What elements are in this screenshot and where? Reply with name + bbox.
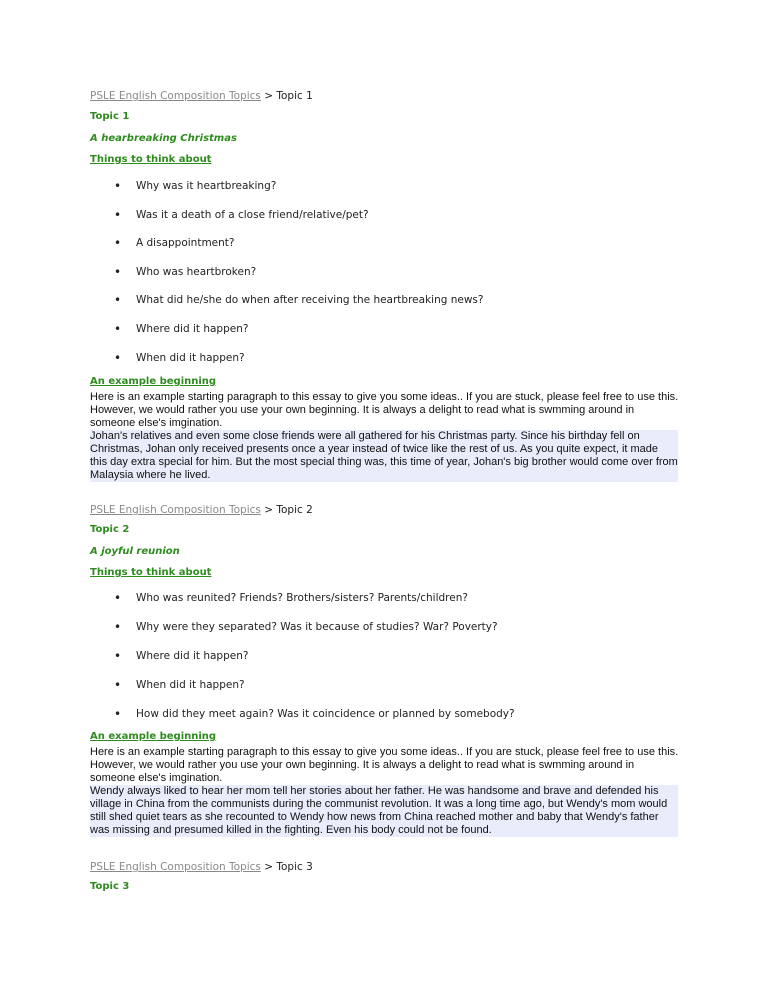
things-heading: Things to think about bbox=[90, 154, 212, 165]
intro-paragraph: Here is an example starting paragraph to this essay to give you some ideas.. If you are stuck, please feel free to use this. However, we would rather you use your own beginning. It is always a delight to read what is swmming around in someone else's imgination. bbox=[90, 391, 679, 429]
breadcrumb bbox=[90, 90, 313, 103]
example-heading: An example beginning bbox=[90, 376, 217, 387]
document-page: PSLE English Composition Topics > Topic 1 Topic 1 A hearbreaking Christmas Things to think about • Why was it heartbreaking? • Was it a death of a close friend/relative/pet? • A disappointment? • Who was heartbroken? • What did he/she do when after receiving the heartbreaking news? • Where did it happen? • When did it happen? An example beginning Here is an example starting paragraph to this essay to give you some ideas.. If you are stuck, please feel free to use this. However, we would rather you use your own beginning. It is always a delight to read what is swmming around in someone else's imgination. Johan's relatives and even some close friends were all gathered for his Christmas party. Since his birthday fell on Christmas, Johan only received presents once a year instead of twice like the rest of us. As you quite expect, it made this day extra special for him. But the most special thing was, this time of year, Johan's big brother would come over from Malaysia where he lived. PSLE English Composition Topics > Topic 2 Topic 2 A joyful reunion Things to think about • Who was reunited? Friends? Brothers/sisters? Parents/children? • Why were they separated? Was it because of studies? War? Poverty? • Where did it happen? • When did it happen? • How did they meet again? Was it coincidence or planned by somebody? An example beginning Here is an example starting paragraph to this essay to give you some ideas.. If you are stuck, please feel free to use this. However, we would rather you use your own beginning. It is always a delight to read what is swmming around in someone else's imgination. Wendy always liked to hear her mom tell her stories about her father. He was handsome and brave and defended his village in China from the communists during the communist revolution. It was a long time ago, but Wendy's mom would still shed quiet tears as she recounted to Wendy how news from China reached mother and baby that Wendy's father was missing and presumed killed in the fighting. Even his body could not be found. PSLE English Composition Topics > Topic 3 Topic 3 bbox=[90, 90, 679, 892]
bullet-icon: • bbox=[114, 265, 122, 279]
things-heading: Things to think about bbox=[90, 567, 212, 578]
bullet-icon: • bbox=[114, 236, 122, 250]
bullet-icon: • bbox=[114, 179, 122, 193]
breadcrumb bbox=[90, 861, 313, 874]
bullet-icon: • bbox=[114, 649, 122, 663]
breadcrumb-current: > Topic 2 bbox=[260, 504, 313, 516]
topic-label: Topic 3 bbox=[90, 881, 130, 892]
bullet-icon: • bbox=[114, 678, 122, 692]
breadcrumb-link[interactable]: PSLE English Composition Topics bbox=[90, 90, 261, 102]
bullet-icon: • bbox=[114, 322, 122, 336]
topic-title: A joyful reunion bbox=[90, 546, 180, 557]
example-paragraph: Wendy always liked to hear her mom tell her stories about her father. He was handsome and brave and defended his village in China from the communists during the communist revolution. It was a long time ago, but Wendy's mom would still shed quiet tears as she recounted to Wendy how news from China reached mother and baby that Wendy's father was missing and presumed killed in the fighting. Even his body could not be found. bbox=[90, 785, 678, 837]
intro-paragraph: Here is an example starting paragraph to this essay to give you some ideas.. If you are stuck, please feel free to use this. However, we would rather you use your own beginning. It is always a delight to read what is swmming around in someone else's imgination. bbox=[90, 746, 679, 784]
breadcrumb-current: > Topic 3 bbox=[260, 861, 313, 873]
bullet-icon: • bbox=[114, 591, 122, 605]
breadcrumb-link[interactable]: PSLE English Composition Topics bbox=[90, 504, 261, 516]
bullet-icon: • bbox=[114, 620, 122, 634]
breadcrumb bbox=[90, 504, 313, 517]
breadcrumb-link[interactable]: PSLE English Composition Topics bbox=[90, 861, 261, 873]
topic-title: A hearbreaking Christmas bbox=[90, 133, 237, 144]
breadcrumb-current: > Topic 1 bbox=[260, 90, 313, 102]
example-heading: An example beginning bbox=[90, 731, 217, 742]
bullet-icon: • bbox=[114, 351, 122, 365]
bullet-icon: • bbox=[114, 707, 122, 721]
topic-label: Topic 1 bbox=[90, 111, 130, 122]
topic-label: Topic 2 bbox=[90, 524, 130, 535]
example-paragraph: Johan's relatives and even some close friends were all gathered for his Christmas party. Since his birthday fell on Christmas, Johan only received presents once a year instead of twice like the rest of us. As you quite expect, it made this day extra special for him. But the most special thing was, this time of year, Johan's big brother would come over from Malaysia where he lived. bbox=[90, 430, 678, 481]
bullet-icon: • bbox=[114, 208, 122, 222]
bullet-icon: • bbox=[114, 293, 122, 307]
